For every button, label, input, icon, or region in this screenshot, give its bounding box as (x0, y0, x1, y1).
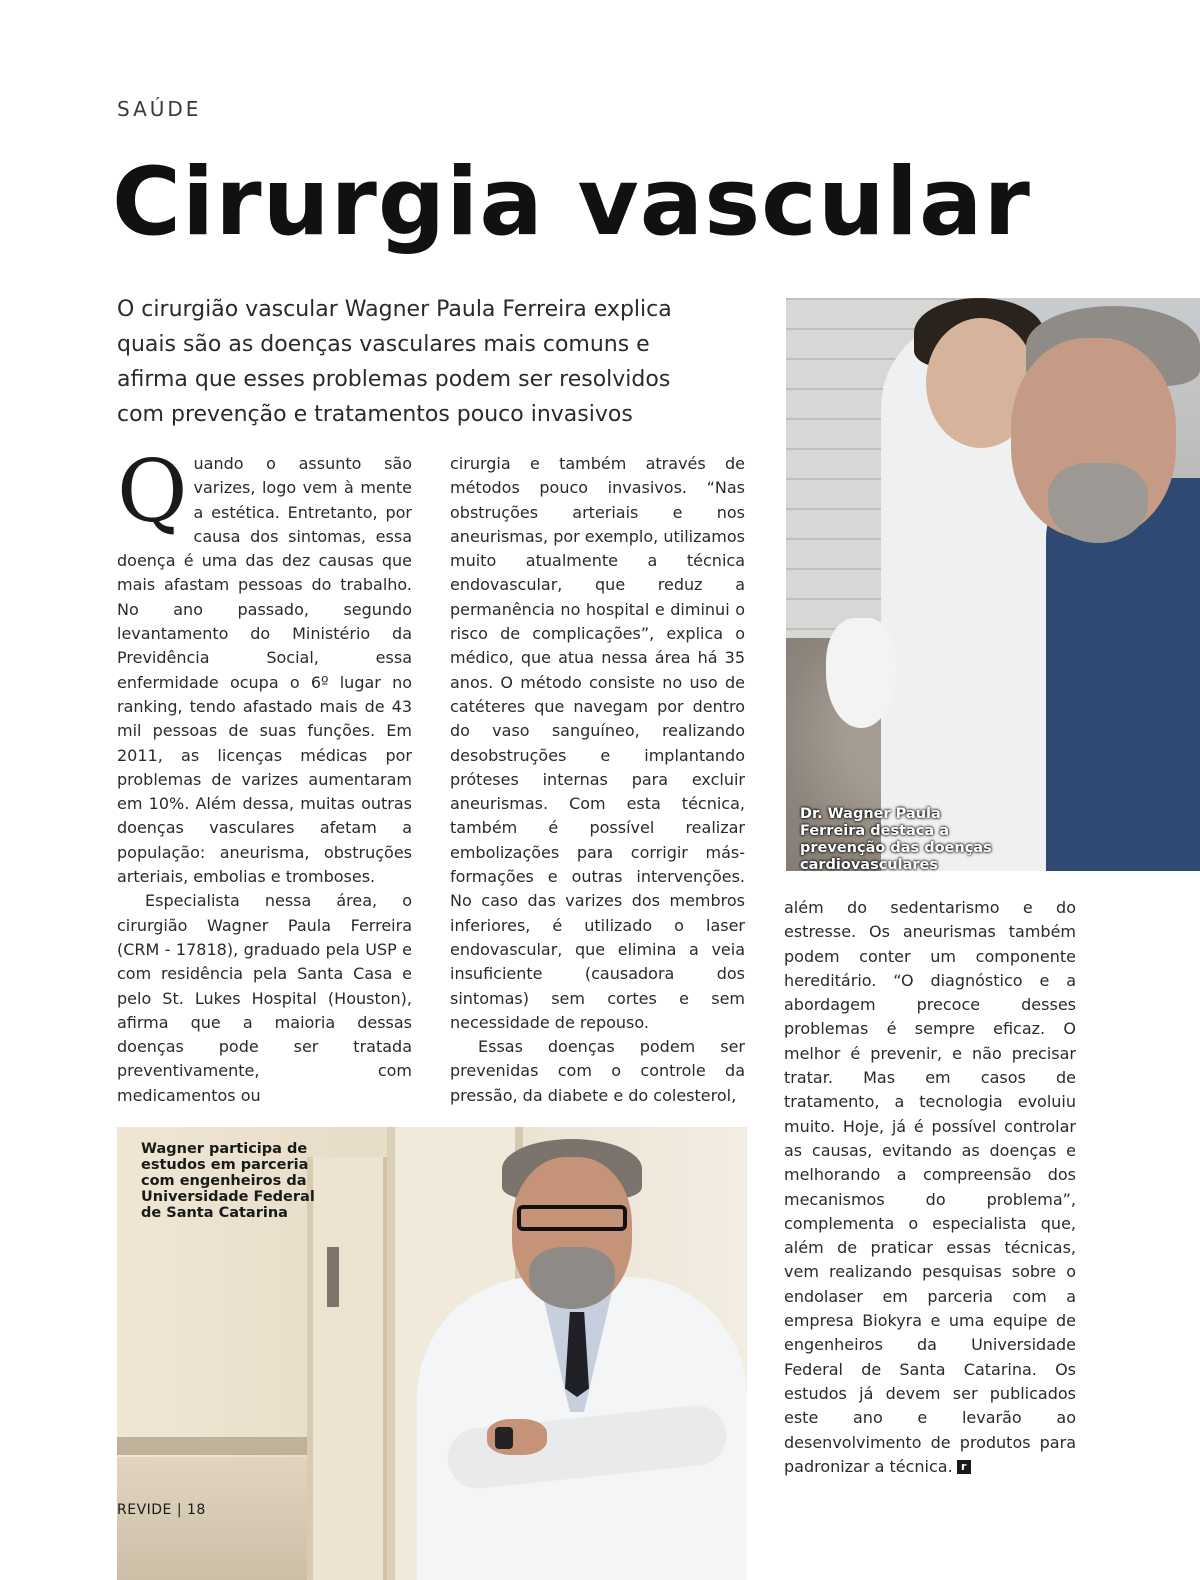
body-column-3 (784, 896, 1076, 1479)
body-paragraph (117, 442, 412, 889)
body-paragraph (784, 896, 1076, 1479)
lede (117, 292, 697, 432)
end-mark-icon: r (957, 1460, 971, 1474)
drop-cap: Q (117, 442, 188, 542)
caption-text: Dr. Wagner Paula Ferreira destaca a prevenção das doenças cardiovasculares (800, 806, 992, 873)
photo-doctors-lab (786, 298, 1200, 871)
body-paragraph: Essas doenças podem ser prevenidas com o controle da pressão, da diabete e do colesterol, (450, 1037, 745, 1105)
body-paragraph: Especialista nessa área, o cirurgião Wagner Paula Ferreira (CRM - 17818), graduado pela USP e com residência pela Santa Casa e pelo St. Lukes Hospital (Houston), afirma que a maioria dessas doenças pode ser tratada preventivamente, com medicamentos ou (117, 891, 412, 1105)
body-text: uando o assunto são varizes, logo vem à mente a estética. Entretanto, por causa dos sintomas, essa doença é uma das dez causas que mais afastam pessoas do trabalho. No ano passado, segundo levantamento do Ministério da Previdência Social, essa enfermidade ocupa o 6º lugar no ranking, tendo afastado mais de 43 mil pessoas de suas funções. Em 2011, as licenças médicas por problemas de varizes aumentaram em 10%. Além dessa, muitas outras doenças vasculares afetam a população: aneurisma, obstruções arteriais, embolias e tromboses. (117, 454, 412, 887)
photo-caption-top (800, 806, 1010, 874)
page-folio: REVIDE | 18 (117, 1502, 206, 1518)
body-column-1 (117, 442, 412, 1108)
section-label: SAÚDE (117, 97, 202, 121)
body-paragraph: cirurgia e também através de métodos pouco invasivos. “Nas obstruções arteriais e nos aneurismas, por exemplo, utilizamos muito atualmente a técnica endovascular, que reduz a permanência no hospital e diminui o risco de complicações”, explica o médico, que atua nessa área há 35 anos. O método consiste no uso de catéteres que navegam por dentro do vaso sanguíneo, realizando desobstruções e implantando próteses internas para excluir aneurismas. Com esta técnica, também é possível realizar embolizações para corrigir más-formações e outras intervenções. No caso das varizes dos membros inferiores, é utilizado o laser endovascular, que elimina a veia insuficiente (causadora dos sintomas) sem cortes e sem necessidade de repouso. (450, 454, 745, 1032)
body-column-2 (450, 452, 745, 1108)
photo-caption-bottom (141, 1141, 321, 1221)
body-text: além do sedentarismo e do estresse. Os aneurismas também podem conter um componente hereditário. “O diagnóstico e a abordagem precoce desses problemas é sempre eficaz. O melhor é prevenir, e não precisar tratar. Mas em casos de tratamento, a tecnologia evoluiu muito. Hoje, já é possível controlar as causas, evitando as doenças e melhorando a compreensão dos mecanismos do problema”, complementa o especialista que, além de praticar essas técnicas, vem realizando pesquisas sobre o endolaser em parceria com a empresa Biokyra e uma equipe de engenheiros da Universidade Federal de Santa Catarina. Os estudos já devem ser publicados este ano e levarão ao desenvolvimento de produtos para padronizar a técnica. (784, 898, 1076, 1476)
lede-text: O cirurgião vascular Wagner Paula Ferreira explica quais são as doenças vasculares mais comuns e afirma que esses problemas podem ser resolvidos com prevenção e tratamentos pouco invasivos (117, 297, 672, 427)
caption-text: Wagner participa de estudos em parceria com engenheiros da Universidade Federal de Santa Catarina (141, 1141, 315, 1221)
headline: Cirurgia vascular (112, 148, 1031, 257)
